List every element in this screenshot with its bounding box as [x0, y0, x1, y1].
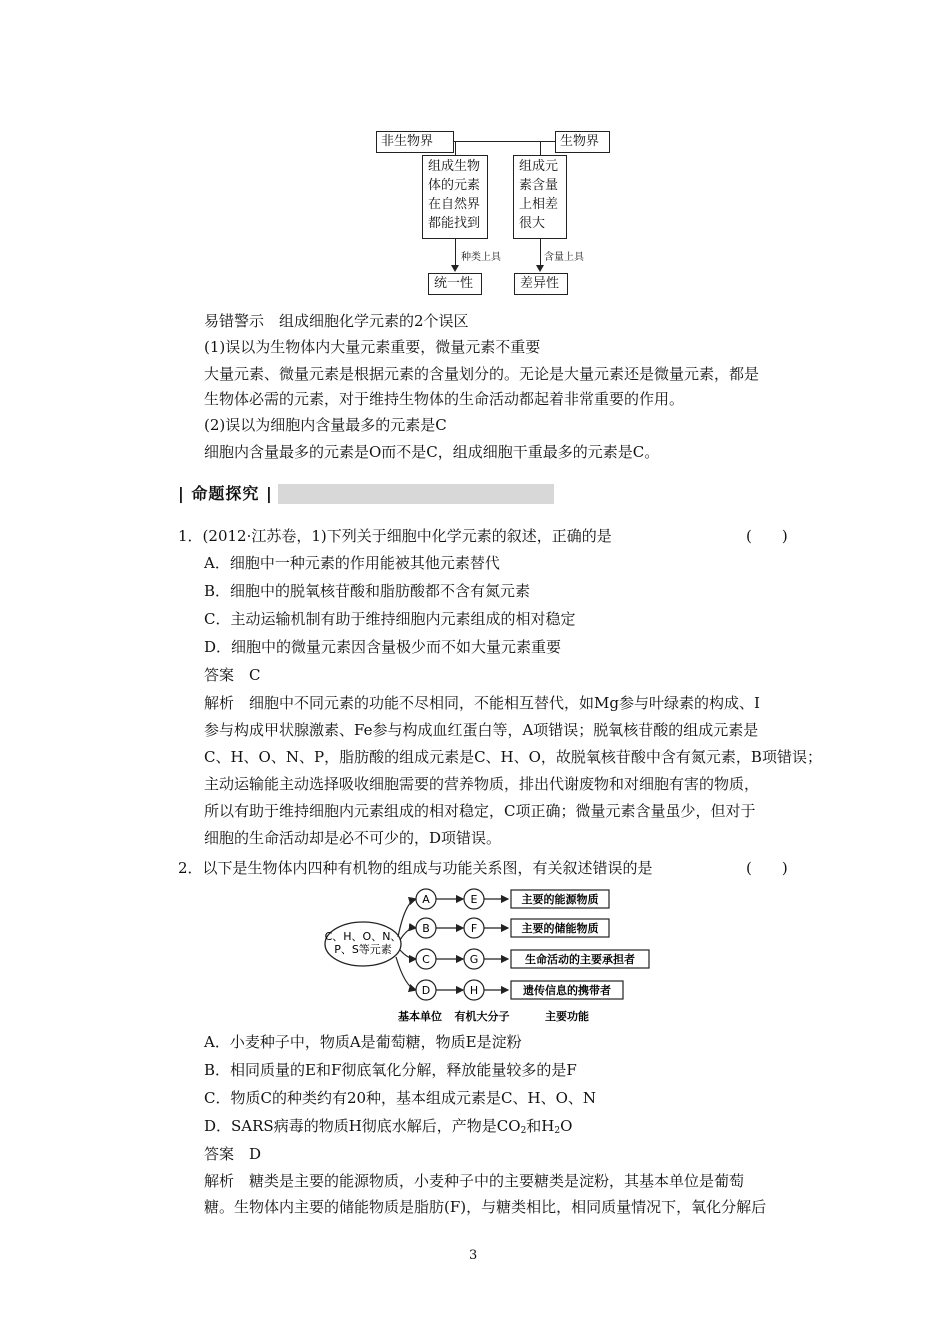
- analysis-line: 解析 糖类是主要的能源物质，小麦种子中的主要糖类是淀粉，其基本单位是葡萄: [204, 1172, 745, 1190]
- desc-line: 素含量: [519, 177, 559, 193]
- section-title: | 命题探究 |: [178, 484, 273, 503]
- desc-line: 体的元素: [428, 177, 481, 193]
- unit-row-d: [416, 980, 623, 1000]
- svg-text:主要的能源物质: 主要的能源物质: [521, 893, 599, 906]
- option: B．细胞中的脱氧核苷酸和脂肪酸都不含有氮元素: [204, 582, 531, 600]
- svg-text:C: C: [422, 953, 430, 966]
- nonliving-world-box: 非生物界: [376, 131, 454, 153]
- arrow-head-icon: [536, 265, 544, 272]
- option: C．主动运输机制有助于维持细胞内元素组成的相对稳定: [204, 610, 576, 628]
- subscript: 2: [554, 1126, 561, 1136]
- warning-item-title: (2)误以为细胞内含量最多的元素是C: [204, 416, 447, 434]
- answer: 答案 C: [204, 666, 261, 684]
- warning-title: 易错警示 组成细胞化学元素的2个误区: [204, 312, 469, 330]
- svg-text:生命活动的主要承担者: 生命活动的主要承担者: [525, 953, 635, 966]
- page-number: 3: [469, 1248, 478, 1263]
- desc-line: 组成元: [519, 159, 559, 174]
- svg-text:E: E: [470, 893, 478, 906]
- desc-line: 组成生物: [428, 159, 481, 174]
- connector-line: [455, 141, 456, 155]
- arrow-line: [455, 239, 456, 266]
- analysis-line: 所以有助于维持细胞内元素组成的相对稳定，C项正确；微量元素含量虽少，但对于: [204, 802, 756, 820]
- svg-text:F: F: [470, 922, 478, 935]
- unit-row-b: [416, 918, 609, 938]
- diversity-box: 差异性: [514, 273, 568, 295]
- warning-item-body: 生物体必需的元素，对于维持生物体的生命活动都起着非常重要的作用。: [204, 390, 685, 408]
- right-description-box: [513, 155, 567, 239]
- option-d-text: 和H: [526, 1117, 555, 1135]
- arrow: [396, 957, 416, 990]
- question-stem: 1．(2012·江苏卷，1)下列关于细胞中化学元素的叙述，正确的是: [178, 527, 612, 545]
- analysis-line: 参与构成甲状腺激素、Fe参与构成血红蛋白等，A项错误；脱氧核苷酸的组成元素是: [204, 721, 759, 739]
- answer-paren: ( ): [746, 527, 788, 545]
- column-label-macromolecules: 有机大分子: [454, 1010, 510, 1023]
- elements-label-1: C、H、O、N、: [324, 930, 402, 943]
- svg-text:H: H: [469, 984, 479, 997]
- connector-line: [540, 141, 541, 155]
- left-description-box: [422, 155, 488, 239]
- warning-item-body: 大量元素、微量元素是根据元素的含量划分的。无论是大量元素还是微量元素，都是: [204, 365, 760, 383]
- arrow-label: 含量上具: [544, 252, 584, 263]
- desc-line: 都能找到: [428, 215, 481, 231]
- svg-text:G: G: [469, 953, 479, 966]
- arrow-head-icon: [451, 265, 459, 272]
- option-d-text: O: [560, 1117, 573, 1135]
- answer-paren: ( ): [746, 859, 788, 877]
- unity-box: 统一性: [428, 273, 482, 295]
- arrow: [400, 928, 416, 940]
- elements-label-2: P、S等元素: [334, 943, 392, 956]
- option-d-text: D．SARS病毒的物质H彻底水解后，产物是CO: [204, 1117, 521, 1135]
- svg-text:遗传信息的携带者: 遗传信息的携带者: [523, 984, 611, 997]
- section-title-text: 命题探究: [191, 484, 260, 503]
- column-label-units: 基本单位: [398, 1010, 442, 1023]
- column-label-functions: 主要功能: [545, 1010, 589, 1023]
- organic-molecule-diagram: [320, 882, 660, 1027]
- unit-row-c: [416, 949, 649, 969]
- option: B．相同质量的E和F彻底氧化分解，释放能量较多的是F: [204, 1061, 577, 1079]
- subscript: 2: [520, 1126, 527, 1136]
- warning-item-title: (1)误以为生物体内大量元素重要，微量元素不重要: [204, 338, 541, 356]
- unit-row-a: [416, 889, 609, 909]
- svg-text:主要的储能物质: 主要的储能物质: [521, 922, 599, 935]
- arrow-label: 种类上具: [461, 252, 501, 263]
- analysis-line: 细胞的生命活动却是必不可少的，D项错误。: [204, 829, 502, 847]
- answer: 答案 D: [204, 1145, 262, 1163]
- option: [204, 1115, 572, 1136]
- option: C．物质C的种类约有20种，基本组成元素是C、H、O、N: [204, 1089, 597, 1107]
- desc-line: 在自然界: [428, 196, 481, 212]
- svg-text:A: A: [422, 893, 430, 906]
- svg-text:D: D: [421, 984, 431, 997]
- analysis-line: C、H、O、N、P，脂肪酸的组成元素是C、H、O，故脱氧核苷酸中含有氮元素，B项错误；: [204, 748, 822, 766]
- arrow-line: [540, 239, 541, 266]
- question-stem: 2．以下是生物体内四种有机物的组成与功能关系图，有关叙述错误的是: [178, 859, 653, 877]
- option: D．细胞中的微量元素因含量极少而不如大量元素重要: [204, 638, 562, 656]
- analysis-line: 糖。生物体内主要的储能物质是脂肪(F)，与糖类相比，相同质量情况下，氧化分解后: [204, 1198, 767, 1216]
- analysis-line: 解析 细胞中不同元素的功能不尽相同，不能相互替代，如Mg参与叶绿素的构成、I: [204, 694, 760, 712]
- option: A．细胞中一种元素的作用能被其他元素替代: [204, 554, 500, 572]
- svg-text:B: B: [422, 922, 430, 935]
- living-world-box: 生物界: [555, 131, 610, 153]
- warning-item-body: 细胞内含量最多的元素是O而不是C，组成细胞干重最多的元素是C。: [204, 443, 660, 461]
- desc-line: 上相差: [519, 196, 559, 212]
- analysis-line: 主动运输能主动选择吸收细胞需要的营养物质，排出代谢废物和对细胞有害的物质，: [204, 775, 760, 793]
- desc-line: 很大: [519, 215, 546, 231]
- option: A．小麦种子中，物质A是葡萄糖，物质E是淀粉: [204, 1033, 522, 1051]
- arrow: [400, 950, 416, 959]
